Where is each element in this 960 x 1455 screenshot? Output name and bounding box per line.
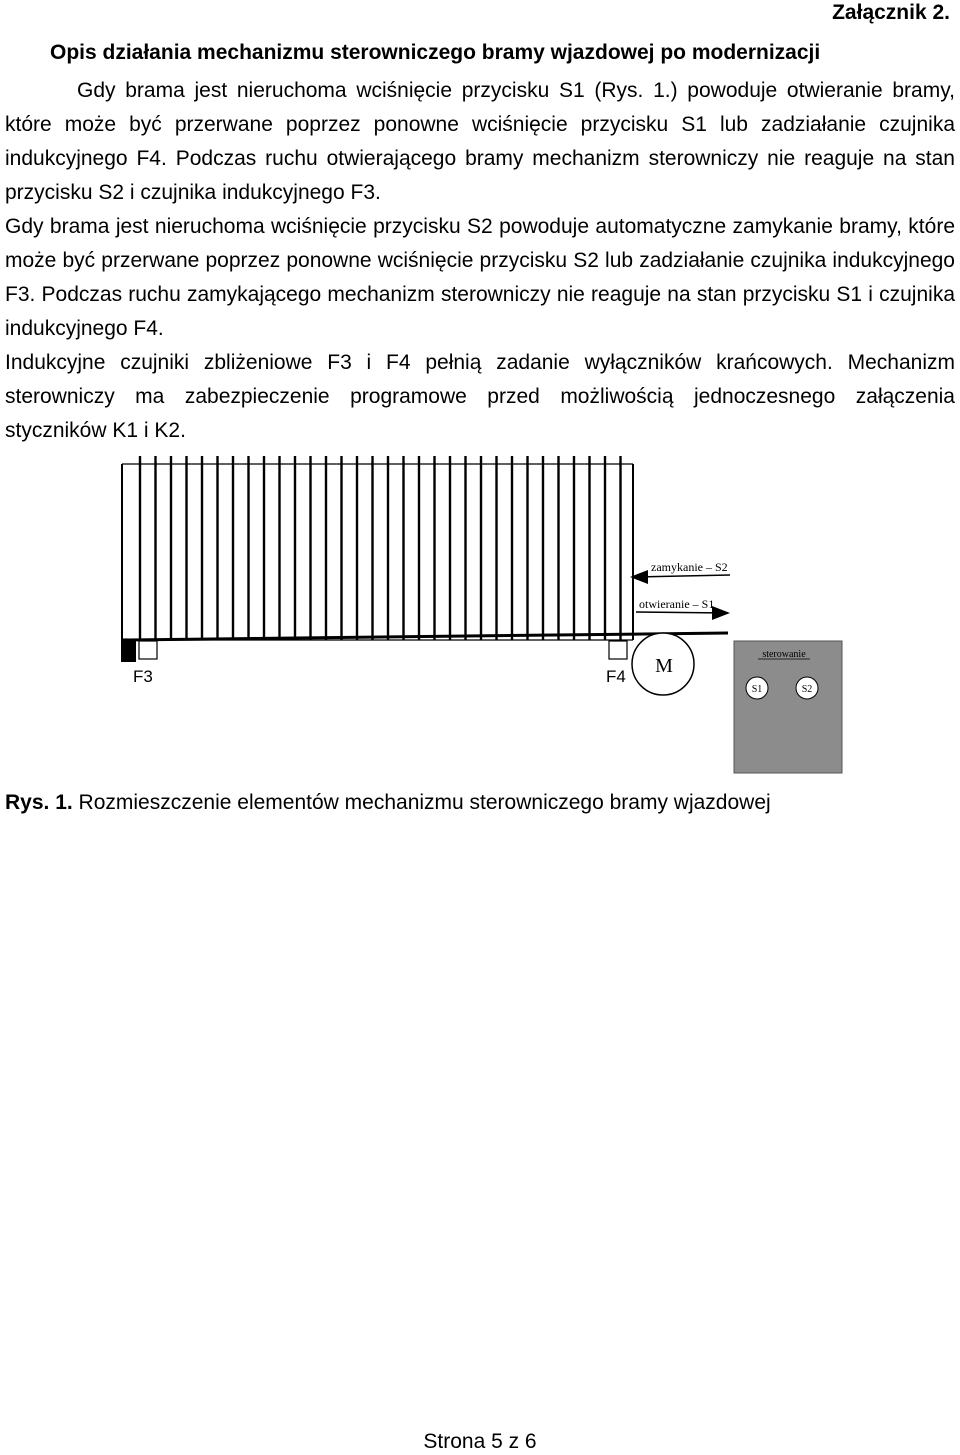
paragraph-1	[5, 74, 955, 210]
motor-label: M	[655, 655, 673, 677]
control-panel-title: sterowanie	[762, 649, 806, 660]
document-title: Opis działania mechanizmu sterowniczego bramy wjazdowej po modernizacji	[50, 41, 821, 64]
page-footer: Strona 5 z 6	[423, 1430, 537, 1453]
arrow-closing-label: zamykanie – S2	[651, 560, 728, 574]
arrow-opening-head	[712, 606, 730, 620]
arrow-closing	[630, 560, 730, 584]
figure-caption-text: Rozmieszczenie elementów mechanizmu sterowniczego bramy wjazdowej	[72, 791, 771, 814]
button-s1-label: S1	[751, 684, 763, 695]
paragraph-3-text: Indukcyjne czujniki zbliżeniowe F3 i F4 pełnią zadanie wyłączników krańcowych. Mechanizm sterowniczy ma zabezpieczenie programowe przed możliwością jednoczesnego załączenia styczników K1 i K2.	[5, 351, 955, 442]
arrow-opening	[636, 597, 730, 620]
button-s2-label: S2	[801, 684, 813, 695]
paragraph-2-text: Gdy brama jest nieruchoma wciśnięcie przycisku S2 powoduje automatyczne zamykanie bramy, które może być przerwane poprzez ponowne wciśnięcie przycisku S2 lub zadziałanie czujnika indukcyjnego F3. Podczas ruchu zamykającego mechanizm sterowniczy nie reaguje na stan przycisku S1 i czujnika indukcyjnego F4.	[5, 215, 955, 340]
control-panel	[734, 641, 842, 773]
sensor-f4	[609, 641, 627, 659]
sensor-f4-label: F4	[606, 667, 626, 686]
figure-caption-label: Rys. 1.	[5, 791, 73, 814]
gate-rail	[122, 633, 728, 640]
gate-bars	[122, 456, 633, 662]
sensor-f3	[139, 641, 157, 659]
sensor-f3-label: F3	[133, 667, 153, 686]
figure-caption	[5, 791, 771, 815]
paragraph-2	[5, 210, 955, 346]
arrow-opening-label: otwieranie – S1	[639, 597, 715, 611]
gate-diagram	[0, 450, 960, 780]
paragraph-1-text: Gdy brama jest nieruchoma wciśnięcie przycisku S1 (Rys. 1.) powoduje otwieranie bramy, które może być przerwane poprzez ponowne wciśnięcie przycisku S1 lub zadziałanie czujnika indukcyjnego F4. Podczas ruchu otwierającego bramy mechanizm sterowniczy nie reaguje na stan przycisku S2 i czujnika indukcyjnego F3.	[5, 79, 955, 204]
paragraph-3	[5, 346, 955, 448]
annex-label: Załącznik 2.	[832, 1, 950, 24]
gate-end-block	[122, 640, 136, 662]
